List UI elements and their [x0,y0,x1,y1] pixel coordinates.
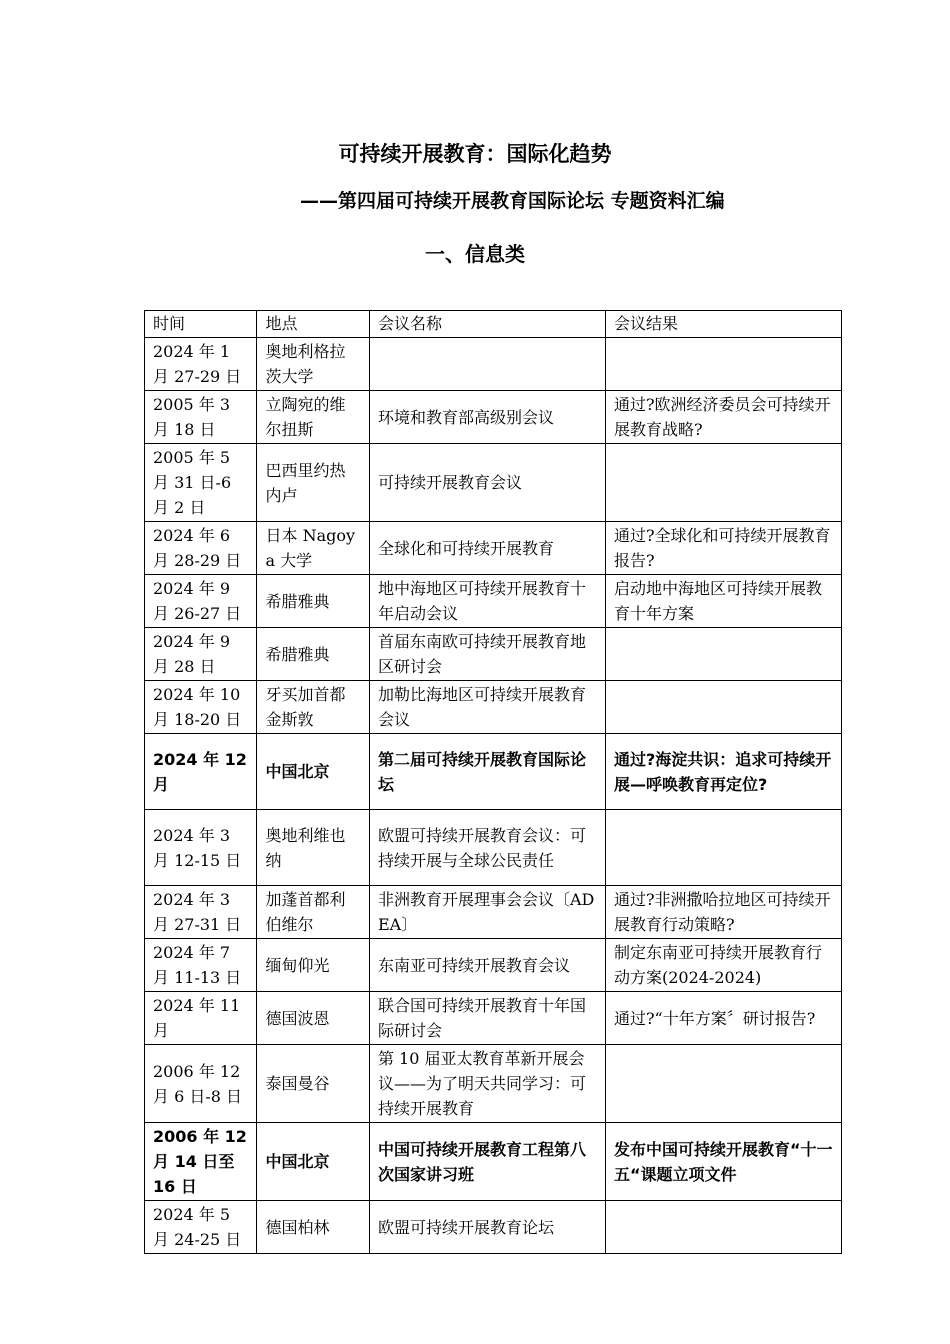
cell-name: 中国可持续开展教育工程第八次国家讲习班 [369,1123,605,1201]
table-row [145,522,842,575]
cell-name: 地中海地区可持续开展教育十年启动会议 [369,575,605,628]
cell-time: 2024 年 3 月 27-31 日 [145,886,257,939]
cell-name: 联合国可持续开展教育十年国际研讨会 [369,992,605,1045]
table-header-row [145,311,842,338]
conference-table [144,310,842,1254]
cell-place: 希腊雅典 [257,575,369,628]
cell-name: 欧盟可持续开展教育论坛 [369,1201,605,1254]
cell-name: 第 10 届亚太教育革新开展会议——为了明天共同学习：可持续开展教育 [369,1045,605,1123]
cell-place: 中国北京 [257,1123,369,1201]
table-row [145,992,842,1045]
cell-place: 缅甸仰光 [257,939,369,992]
cell-name: 非洲教育开展理事会会议〔ADEA〕 [369,886,605,939]
cell-place: 希腊雅典 [257,628,369,681]
cell-name: 欧盟可持续开展教育会议：可持续开展与全球公民责任 [369,810,605,886]
cell-time: 2024 年 12 月 [145,734,257,810]
table-row [145,628,842,681]
cell-time: 2024 年 6 月 28-29 日 [145,522,257,575]
cell-time: 2024 年 3 月 12-15 日 [145,810,257,886]
table-row [145,734,842,810]
cell-result [605,444,841,522]
header-time: 时间 [145,311,257,338]
cell-result: 通过?非洲撒哈拉地区可持续开展教育行动策略? [605,886,841,939]
header-meeting-name: 会议名称 [369,311,605,338]
cell-result [605,1045,841,1123]
table-row [145,939,842,992]
table-row [145,681,842,734]
cell-name: 可持续开展教育会议 [369,444,605,522]
cell-place: 立陶宛的维尔扭斯 [257,391,369,444]
cell-place: 德国波恩 [257,992,369,1045]
cell-result [605,628,841,681]
cell-place: 奥地利格拉茨大学 [257,338,369,391]
cell-place: 牙买加首都金斯敦 [257,681,369,734]
cell-result: 启动地中海地区可持续开展教育十年方案 [605,575,841,628]
cell-time: 2024 年 9 月 28 日 [145,628,257,681]
cell-time: 2006 年 12 月 6 日-8 日 [145,1045,257,1123]
cell-result: 通过?海淀共识：追求可持续开展—呼唤教育再定位? [605,734,841,810]
cell-place: 德国柏林 [257,1201,369,1254]
cell-time: 2005 年 5 月 31 日-6 月 2 日 [145,444,257,522]
cell-result: 通过?全球化和可持续开展教育报告? [605,522,841,575]
cell-place: 泰国曼谷 [257,1045,369,1123]
cell-place: 加蓬首都利伯维尔 [257,886,369,939]
table-row [145,338,842,391]
table-row [145,1123,842,1201]
cell-result: 通过?欧洲经济委员会可持续开展教育战略? [605,391,841,444]
cell-time: 2006 年 12 月 14 日至 16 日 [145,1123,257,1201]
table-body [145,338,842,1254]
cell-name: 环境和教育部高级别会议 [369,391,605,444]
cell-result [605,681,841,734]
cell-name: 全球化和可持续开展教育 [369,522,605,575]
section-heading: 一、信息类 [425,242,525,266]
cell-place: 巴西里约热内卢 [257,444,369,522]
cell-result [605,810,841,886]
cell-time: 2024 年 5 月 24-25 日 [145,1201,257,1254]
cell-time: 2024 年 11 月 [145,992,257,1045]
cell-time: 2024 年 9 月 26-27 日 [145,575,257,628]
cell-time: 2005 年 3 月 18 日 [145,391,257,444]
document-title: 可持续开展教育：国际化趋势 [338,142,612,166]
header-meeting-result: 会议结果 [605,311,841,338]
cell-time: 2024 年 10 月 18-20 日 [145,681,257,734]
cell-name [369,338,605,391]
table-row [145,1045,842,1123]
cell-result [605,1201,841,1254]
cell-place: 日本 Nagoya 大学 [257,522,369,575]
table-row [145,810,842,886]
cell-name: 加勒比海地区可持续开展教育会议 [369,681,605,734]
cell-name: 第二届可持续开展教育国际论坛 [369,734,605,810]
cell-result: 通过?“十年方案〞研讨报告? [605,992,841,1045]
table-row [145,444,842,522]
cell-place: 中国北京 [257,734,369,810]
document-subtitle: ——第四届可持续开展教育国际论坛 专题资料汇编 [300,190,725,212]
cell-place: 奥地利维也纳 [257,810,369,886]
cell-result [605,338,841,391]
cell-time: 2024 年 1 月 27-29 日 [145,338,257,391]
header-place: 地点 [257,311,369,338]
table-row [145,886,842,939]
cell-result: 发布中国可持续开展教育“十一五“课题立项文件 [605,1123,841,1201]
table-row [145,391,842,444]
cell-result: 制定东南亚可持续开展教育行动方案(2024-2024) [605,939,841,992]
cell-time: 2024 年 7 月 11-13 日 [145,939,257,992]
cell-name: 东南亚可持续开展教育会议 [369,939,605,992]
table-row [145,575,842,628]
table-row [145,1201,842,1254]
cell-name: 首届东南欧可持续开展教育地区研讨会 [369,628,605,681]
